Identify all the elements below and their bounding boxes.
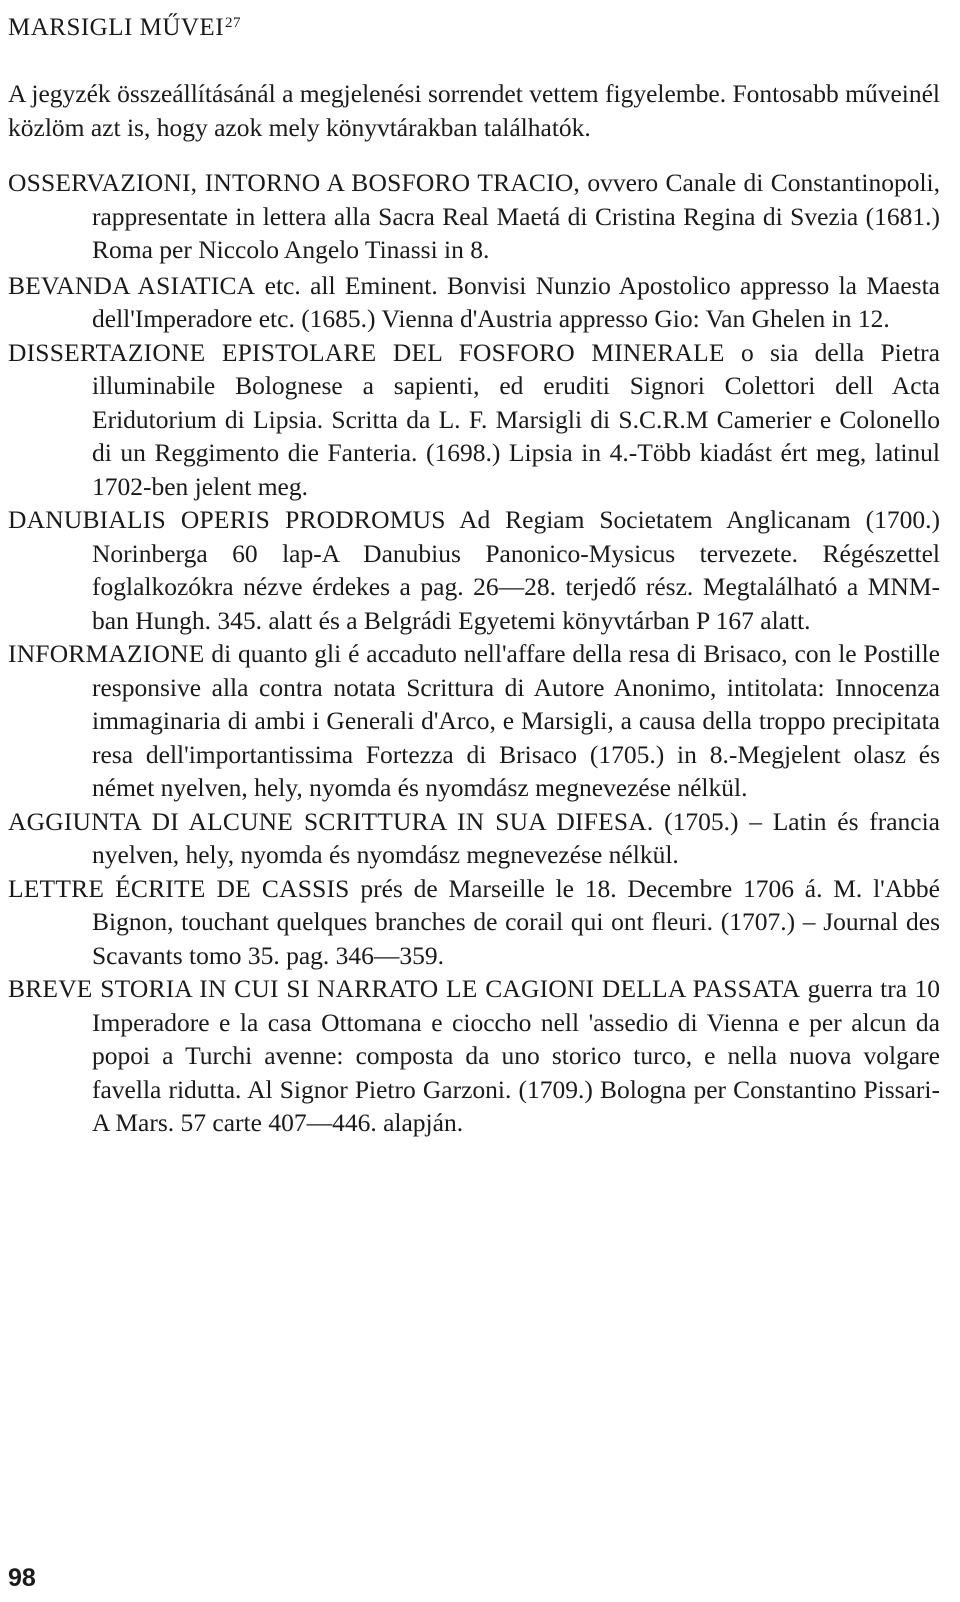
page-number: 98 xyxy=(8,1564,36,1592)
entry-title: LETTRE ÉCRITE DE CASSIS xyxy=(8,873,350,903)
running-title: MARSIGLI MŰVEI xyxy=(8,14,225,41)
entry-text: etc. all Eminent. Bonvisi Nunzio Apostolico appresso la Maesta dell'Imperadore etc. (1685.) Vienna d'Austria appresso Gio: Van Ghelen in 12. xyxy=(92,270,940,333)
entry-title: DISSERTAZIONE EPISTOLARE DEL FOSFORO MINERALE xyxy=(8,337,725,367)
intro-paragraph: A jegyzék összeállításánál a megjelenési sorrendet vettem figyelembe. Fontosabb műveinél közlöm azt is, hogy azok mely könyvtárakban találhatók. xyxy=(8,79,940,142)
entry-text: o sia della Pietra illuminabile Bolognese a sapienti, ed eruditi Signori Colettori dell Acta Eridutorium di Lipsia. Scritta da L. F. Marsigli di S.C.R.M Camerier e Colonello di un Reggimento die Fanteria. (1698.) Lipsia in 4.-Több kiadást ért meg, latinul 1702-ben jelent meg. xyxy=(92,337,940,501)
bibliography-entry xyxy=(8,269,940,336)
bibliography-entry xyxy=(8,872,940,973)
running-header xyxy=(8,8,940,43)
bibliography-list xyxy=(8,166,940,1140)
page xyxy=(8,0,940,1140)
entry-title: AGGIUNTA DI ALCUNE SCRITTURA IN SUA DIFESA. xyxy=(8,806,654,836)
entry-text: prés de Marseille le 18. Decembre 1706 á. M. l'Abbé Bignon, touchant quelques branches de corail qui ont fleuri. (1707.) – Journal des Scavants tomo 35. pag. 346—359. xyxy=(92,873,941,970)
entry-title: OSSERVAZIONI, INTORNO A BOSFORO TRACIO, xyxy=(8,168,581,197)
entry-title: DANUBIALIS OPERIS PRODROMUS xyxy=(8,505,446,534)
bibliography-entry xyxy=(8,503,940,637)
footnote-ref: 27 xyxy=(225,15,242,31)
entry-text: guerra tra 10 Imperadore e la casa Ottomana e cioccho nell 'assedio di Vienna e per alcun da popoi a Turchi avenne: composta da uno storico turco, e nella nuova volgare favella ridutta. Al Signor Pietro Garzoni. (1709.) Bologna per Constantino Pissari-A Mars. 57 carte 407—446. alapján. xyxy=(92,974,941,1137)
bibliography-entry xyxy=(8,336,940,504)
entry-text: di quanto gli é accaduto nell'affare della resa di Brisaco, con le Postille responsive alla contra notata Scrittura di Autore Anonimo, intitolata: Innocenza immaginaria di ambi i Generali d'Arco, e Marsigli, a causa della troppo precipitata resa dell'importantissima Fortezza di Brisaco (1705.) in 8.-Megjelent olasz és német nyelven, hely, nyomda és nyomdász megnevezése nélkül. xyxy=(92,639,940,802)
entry-text: (1705.) – Latin és francia nyelven, hely, nyomda és nyomdász megnevezése nélkül. xyxy=(92,806,941,869)
bibliography-entry xyxy=(8,805,940,872)
bibliography-entry xyxy=(8,166,940,267)
entry-title: BEVANDA ASIATICA xyxy=(8,270,256,300)
bibliography-entry xyxy=(8,972,940,1140)
entry-text: Ad Regiam Societatem Anglicanam (1700.) Norinberga 60 lap-A Danubius Panonico-Mysicus tervezete. Régészettel foglalkozókra nézve érdekes a pag. 26—28. terjedő rész. Megtalálható a MNM-ban Hungh. 345. alatt és a Belgrádi Egyetemi könyvtárban P 167 alatt. xyxy=(92,505,940,635)
bibliography-entry xyxy=(8,637,940,805)
entry-title: BREVE STORIA IN CUI SI NARRATO LE CAGIONI DELLA PASSATA xyxy=(8,974,801,1003)
entry-title: INFORMAZIONE xyxy=(8,639,205,668)
entry-text: ovvero Canale di Constantinopoli, rappresentate in lettera alla Sacra Real Maetá di Cristina Regina di Svezia (1681.) Roma per Niccolo Angelo Tinassi in 8. xyxy=(92,168,940,264)
